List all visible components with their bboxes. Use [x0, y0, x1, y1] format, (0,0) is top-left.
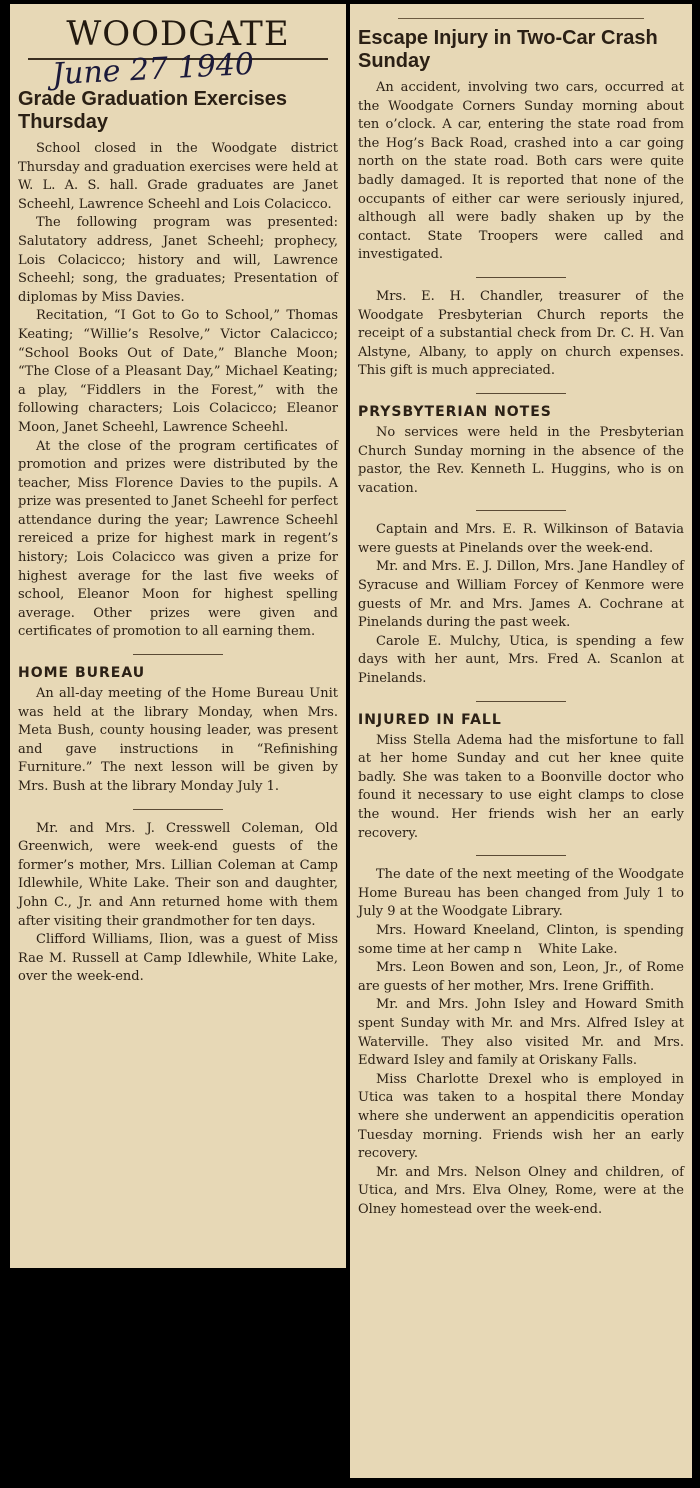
- right-clipping: [350, 4, 692, 1478]
- separator: [133, 809, 223, 810]
- wilkinson-paragraph: Captain and Mrs. E. R. Wilkinson of Batavia were guests at Pinelands over the week-end.: [358, 522, 684, 556]
- misc-paragraph: Mrs. Leon Bowen and son, Leon, Jr., of Rome are guests of her mother, Mrs. Irene Griffith.: [358, 960, 684, 994]
- graduation-paragraph: The following program was presented: Salutatory address, Janet Scheehl; prophecy, Lois Colacicco; history and will, Lawrence Scheehl; song, the graduates; Presentation of diplomas by Miss Davies.: [18, 215, 338, 305]
- injured-paragraph: Miss Stella Adema had the misfortune to fall at her home Sunday and cut her knee quite badly. She was taken to a Boonville doctor who found it necessary to use eight clamps to close the wound. Her friends wish her an early recovery.: [358, 732, 684, 841]
- chandler-paragraph: Mrs. E. H. Chandler, treasurer of the Woodgate Presbyterian Church reports the receipt of a substantial check from Dr. C. H. Van Alstyne, Albany, to apply on church expenses. This gift is much appreciated.: [358, 288, 684, 379]
- presbyterian-heading: PRYSBYTERIAN NOTES: [358, 403, 552, 420]
- masthead: [18, 8, 338, 93]
- misc-paragraph: Mrs. Howard Kneeland, Clinton, is spending some time at her camp n White Lake.: [358, 922, 684, 957]
- misc-paragraph: Mr. and Mrs. John Isley and Howard Smith spent Sunday with Mr. and Mrs. Alfred Isley at Waterville. They also visited Mr. and Mrs. Edward Isley and family at Oriskany Falls.: [358, 997, 684, 1069]
- separator: [476, 701, 566, 702]
- injured-heading: INJURED IN FALL: [358, 711, 502, 728]
- misc-paragraph: The date of the next meeting of the Woodgate Home Bureau has been changed from July 1 to July 9 at the Woodgate Library.: [358, 867, 684, 920]
- williams-paragraph: Clifford Williams, Ilion, was a guest of Miss Rae M. Russell at Camp Idlewhile, White Lake, over the week-end.: [18, 932, 338, 985]
- misc-paragraph: Mr. and Mrs. Nelson Olney and children, of Utica, and Mrs. Elva Olney, Rome, were at the Olney homestead over the week-end.: [358, 1164, 684, 1217]
- dillon-paragraph: Mr. and Mrs. E. J. Dillon, Mrs. Jane Handley of Syracuse and William Forcey of Kenmore were guests of Mr. and Mrs. James A. Cochrane at Pinelands during the past week.: [358, 559, 684, 631]
- crash-paragraph: An accident, involving two cars, occurred at the Woodgate Corners Sunday morning about ten o’clock. A car, entering the state road from the Hog’s Back Road, crashed into a car going north on the state road. Both cars were quite badly damaged. It is reported that none of the occupants of either car were seriously injured, although all were badly shaken up by the contact. State Troopers were called and investigated.: [358, 80, 684, 263]
- graduation-headline: Grade Graduation Exercises Thursday: [18, 88, 288, 133]
- graduation-paragraph: Recitation, “I Got to Go to School,” Thomas Keating; “Willie’s Resolve,” Victor Calacicco; “School Books Out of Date,” Blanche Moon; “The Close of a Pleasant Day,” Michael Keating; a play, “Fiddlers in the Forest,” with the following characters; Lois Colacicco; Eleanor Moon, Janet Scheehl, Lawrence Scheehl.: [18, 308, 338, 435]
- top-rule: [398, 18, 644, 19]
- separator: [133, 654, 223, 655]
- separator: [476, 510, 566, 511]
- home-bureau-paragraph: An all-day meeting of the Home Bureau Unit was held at the library Monday, when Mrs. Meta Bush, county housing leader, was present and gave instructions in “Refinishing Furniture.” The next lesson will be given by Mrs. Bush at the library Monday July 1.: [18, 686, 338, 794]
- coleman-paragraph: Mr. and Mrs. J. Cresswell Coleman, Old Greenwich, were week-end guests of the former’s mother, Mrs. Lillian Coleman at Camp Idlewhile, White Lake. Their son and daughter, John C., Jr. and Ann returned home with them after visiting their grandmother for ten days.: [18, 820, 338, 929]
- home-bureau-heading: HOME BUREAU: [18, 665, 146, 682]
- separator: [476, 855, 566, 856]
- separator: [476, 277, 566, 278]
- left-clipping: [10, 4, 346, 1268]
- misc-paragraph: Miss Charlotte Drexel who is employed in Utica was taken to a hospital there Monday where she underwent an appendicitis operation Tuesday morning. Friends wish her an early recovery.: [358, 1071, 684, 1162]
- handwritten-date: June 27 1940: [51, 46, 255, 93]
- graduation-paragraph: At the close of the program certificates of promotion and prizes were distributed by the teacher, Miss Florence Davies to the pupils. A prize was presented to Janet Scheehl for perfect attendance during the year; Lawrence Scheehl rereiced a prize for highest mark in regent’s history; Lois Colacicco was given a prize for highest average for the last five weeks of school, Eleanor Moon for highest spelling average. Other prizes were given and certificates of promotion to all earning them.: [18, 438, 338, 640]
- graduation-paragraph: School closed in the Woodgate district Thursday and graduation exercises were held at W. L. A. S. hall. Grade graduates are Janet Scheehl, Lawrence Scheehl and Lois Colacicco.: [18, 141, 338, 212]
- mulchy-paragraph: Carole E. Mulchy, Utica, is spending a few days with her aunt, Mrs. Fred A. Scanlon at Pinelands.: [358, 633, 684, 687]
- presbyterian-paragraph: No services were held in the Presbyterian Church Sunday morning in the absence of the pastor, the Rev. Kenneth L. Huggins, who is on vacation.: [358, 424, 684, 496]
- separator: [476, 393, 566, 394]
- masthead-title: WOODGATE: [66, 14, 290, 54]
- crash-headline: Escape Injury in Two-Car Crash Sunday: [358, 27, 658, 72]
